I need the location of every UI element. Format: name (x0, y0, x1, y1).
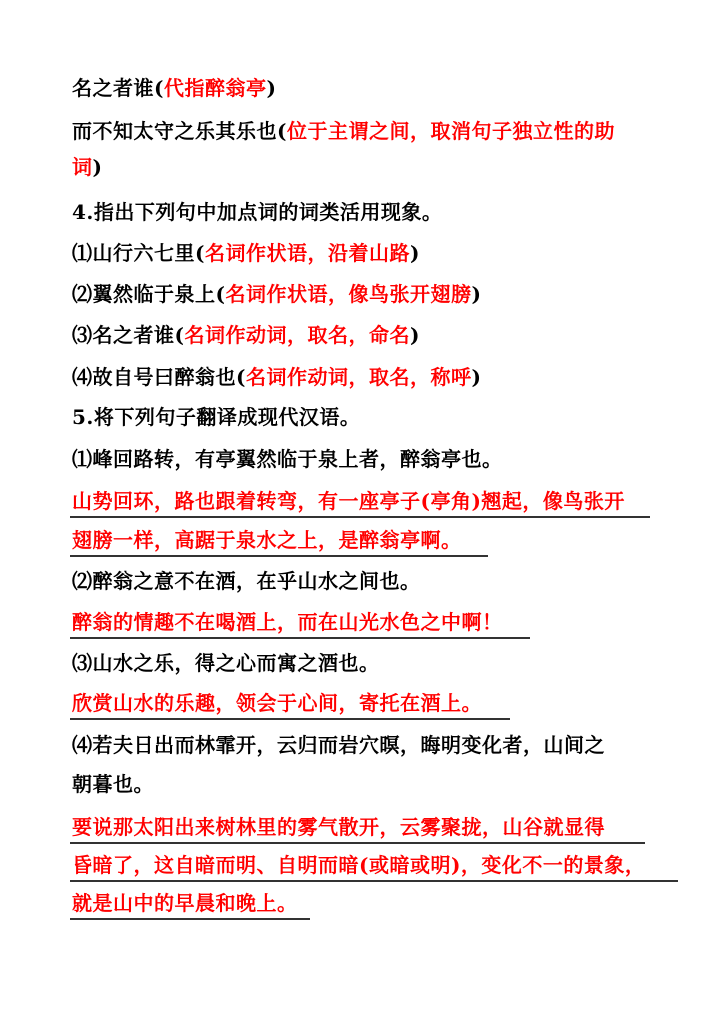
underline (70, 918, 310, 920)
paren-close: ) (471, 282, 482, 306)
question-text: ⑶名之者谁( (72, 323, 185, 347)
underline (70, 555, 488, 557)
question-text: ⑴山行六七里( (72, 241, 205, 265)
text-line-13 (72, 567, 421, 595)
text-line-15 (72, 649, 380, 677)
text-line-18 (72, 770, 154, 798)
translation-text: 昏暗了，这自暗而明、自明而暗(或暗或明)，变化不一的景象， (72, 853, 646, 877)
answer-text: 名词作动词，取名，命名 (184, 323, 410, 347)
answer-text: 名词作状语，像鸟张开翅膀 (225, 282, 472, 306)
heading-text: 5.将下列句子翻译成现代汉语。 (72, 405, 361, 429)
underline (70, 880, 678, 882)
question-text: ⑷故自号曰醉翁也( (72, 365, 246, 389)
heading-text: 4.指出下列句中加点词的词类活用现象。 (72, 200, 443, 224)
underline (70, 516, 650, 518)
answer-text: 代指醉翁亭 (163, 76, 267, 100)
text-line-2 (72, 117, 615, 145)
question-text: 名之者谁( (72, 76, 164, 100)
underline (70, 718, 510, 720)
translation-line-1 (72, 487, 625, 515)
paren-close: ) (471, 365, 482, 389)
text-line-17 (72, 731, 605, 759)
text-line-8 (72, 363, 481, 391)
translation-text: 翅膀一样，高踞于泉水之上，是醉翁亭啊。 (72, 528, 462, 552)
text-line-6 (72, 280, 481, 308)
question-text: ⑶山水之乐，得之心而寓之酒也。 (72, 651, 380, 675)
translation-text: 就是山中的早晨和晚上。 (72, 891, 298, 915)
answer-text: 位于主谓之间，取消句子独立性的助 (286, 119, 615, 143)
exercise-heading-5 (72, 403, 360, 431)
underline (70, 637, 530, 639)
translation-line-5 (72, 813, 605, 841)
question-text: ⑷若夫日出而林霏开，云归而岩穴暝，晦明变化者，山间之 (72, 733, 605, 757)
question-text: 朝暮也。 (72, 772, 154, 796)
translation-line-7 (72, 889, 298, 917)
paren-close: ) (266, 76, 277, 100)
translation-line-2 (72, 526, 462, 554)
exercise-heading-4 (72, 198, 442, 226)
text-line-3 (72, 153, 102, 181)
translation-text: 要说那太阳出来树林里的雾气散开，云雾聚拢，山谷就显得 (72, 815, 605, 839)
translation-text: 醉翁的情趣不在喝酒上，而在山光水色之中啊！ (72, 610, 503, 634)
text-line-1 (72, 74, 276, 102)
text-line-10 (72, 445, 503, 473)
text-line-7 (72, 321, 420, 349)
paren-close: ) (409, 241, 420, 265)
answer-text: 名词作动词，取名，称呼 (245, 365, 472, 389)
question-text: 而不知太守之乐其乐也( (72, 119, 287, 143)
paren-close: ) (92, 155, 103, 179)
translation-line-4 (72, 689, 482, 717)
text-line-5 (72, 239, 420, 267)
answer-text: 名词作状语，沿着山路 (204, 241, 410, 265)
translation-line-3 (72, 608, 503, 636)
paren-close: ) (409, 323, 420, 347)
question-text: ⑵翼然临于泉上( (72, 282, 226, 306)
translation-text: 山势回环，路也跟着转弯，有一座亭子(亭角)翘起，像鸟张开 (72, 489, 625, 513)
question-text: ⑵醉翁之意不在酒，在乎山水之间也。 (72, 569, 421, 593)
question-text: ⑴峰回路转，有亭翼然临于泉上者，醉翁亭也。 (72, 447, 503, 471)
translation-text: 欣赏山水的乐趣，领会于心间，寄托在酒上。 (72, 691, 482, 715)
translation-line-6 (72, 851, 645, 879)
underline (70, 842, 645, 844)
answer-text: 词 (72, 155, 93, 179)
